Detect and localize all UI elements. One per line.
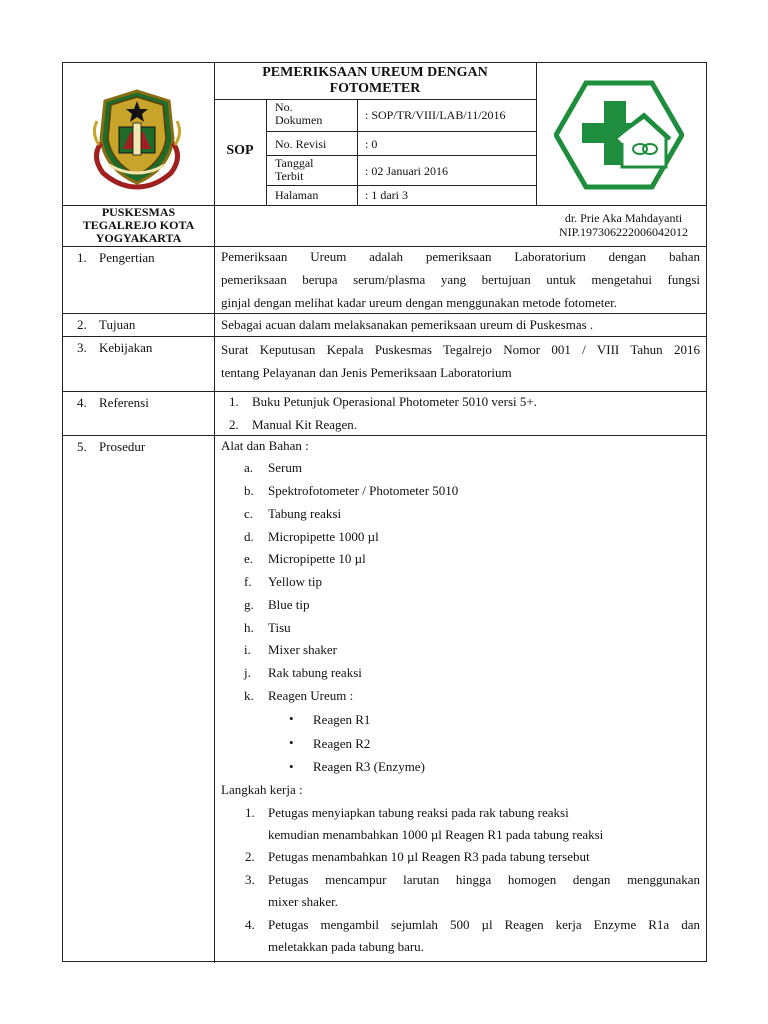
city-emblem-icon <box>89 87 185 191</box>
signer-block <box>541 211 706 239</box>
meta-label-dokumen-line2: Dokumen <box>275 113 323 127</box>
section-4-number: 4. <box>77 395 87 410</box>
alat-item-j: Rak tabung reaksi <box>268 665 362 680</box>
meta-value-revisi: : 0 <box>365 137 378 151</box>
left-column-divider <box>214 63 215 963</box>
reagen-item-3: Reagen R3 (Enzyme) <box>313 759 425 774</box>
alat-item-j-num: j. <box>244 665 251 680</box>
alat-item-c-num: c. <box>244 506 254 521</box>
langkah-3-num: 3. <box>245 872 255 887</box>
signer-nip: NIP.197306222006042012 <box>558 225 688 239</box>
referensi-item-1-num: 1. <box>229 394 239 409</box>
section-1-divider <box>63 313 706 314</box>
alat-item-h-num: h. <box>244 620 254 635</box>
puskesmas-cross-icon <box>554 79 684 191</box>
section-5-number: 5. <box>77 439 87 454</box>
bullet-icon: • <box>289 759 294 774</box>
langkah-1-line-2: kemudian menambahkan 1000 µl Reagen R1 pada tabung reaksi <box>268 827 604 842</box>
alat-item-d: Micropipette 1000 µl <box>268 529 379 544</box>
section-5-label: Prosedur <box>99 439 146 454</box>
alat-item-d-num: d. <box>244 529 254 544</box>
meta-label-divider <box>357 99 358 205</box>
referensi-item-1: Buku Petunjuk Operasional Photometer 5010 versi 5+. <box>252 394 537 409</box>
pengertian-line-2: pemeriksaan berupa serum/plasma yang bertujuan untuk mengetahui fungsi <box>221 272 700 287</box>
alat-item-e-num: e. <box>244 551 254 566</box>
langkah-4-num: 4. <box>245 917 255 932</box>
meta-row-line-1 <box>266 131 536 132</box>
kebijakan-line-2: tentang Pelayanan dan Jenis Pemeriksaan Laboratorium <box>221 365 512 380</box>
section-1-content <box>221 245 700 314</box>
langkah-2-line-1: Petugas menambahkan 10 µl Reagen R3 pada tabung tersebut <box>268 849 590 864</box>
section-3-divider <box>63 391 706 392</box>
alat-item-k: Reagen Ureum : <box>268 688 354 703</box>
section-1-label: Pengertian <box>99 250 155 265</box>
right-logo-divider <box>536 63 537 205</box>
section-2-divider <box>63 336 706 337</box>
section-3-number: 3. <box>77 340 87 355</box>
langkah-4-line-1: Petugas mengambil sejumlah 500 µl Reagen kerja Enzyme R1a dan <box>268 917 700 932</box>
section-2-label: Tujuan <box>99 317 136 332</box>
alat-item-c: Tabung reaksi <box>268 506 342 521</box>
alat-item-b-num: b. <box>244 483 254 498</box>
langkah-1-num: 1. <box>245 805 255 820</box>
langkah-2-num: 2. <box>245 849 255 864</box>
city-emblem-logo <box>89 87 185 191</box>
section-2-content: Sebagai acuan dalam melaksanakan pemeriksaan ureum di Puskesmas . <box>221 317 594 332</box>
reagen-item-1: Reagen R1 <box>313 712 371 727</box>
meta-label-halaman: Halaman <box>275 188 319 202</box>
referensi-item-2: Manual Kit Reagen. <box>252 417 358 432</box>
meta-value-halaman: : 1 dari 3 <box>365 188 408 202</box>
section-3-label: Kebijakan <box>99 340 153 355</box>
bullet-icon: • <box>289 711 294 726</box>
meta-value-tanggal: : 02 Januari 2016 <box>365 164 448 178</box>
referensi-item-2-num: 2. <box>229 417 239 432</box>
bullet-icon: • <box>289 735 294 750</box>
alat-item-i: Mixer shaker <box>268 642 337 657</box>
langkah-1-line-1: Petugas menyiapkan tabung reaksi pada rak tabung reaksi <box>268 805 569 820</box>
langkah-4-line-2: meletakkan pada tabung baru. <box>268 939 424 954</box>
langkah-3-line-2: mixer shaker. <box>268 894 339 909</box>
title-line-1: PEMERIKSAAN UREUM DENGAN <box>262 65 488 80</box>
alat-item-a: Serum <box>268 460 302 475</box>
alat-item-h: Tisu <box>268 620 291 635</box>
alat-item-f: Yellow tip <box>268 574 322 589</box>
section-2-number: 2. <box>77 317 87 332</box>
alat-item-k-num: k. <box>244 688 254 703</box>
alat-item-f-num: f. <box>244 574 252 589</box>
section-4-label: Referensi <box>99 395 149 410</box>
puskesmas-logo <box>554 79 684 191</box>
meta-row-line-3 <box>266 185 536 186</box>
title-line-2: FOTOMETER <box>329 81 421 96</box>
document-title <box>214 65 536 97</box>
kebijakan-line-1: Surat Keputusan Kepala Puskesmas Tegalrejo Nomor 001 / VIII Tahun 2016 <box>221 342 700 357</box>
organization-name <box>63 206 214 245</box>
pengertian-line-1: Pemeriksaan Ureum adalah pemeriksaan Laboratorium dengan bahan <box>221 249 700 264</box>
alat-item-i-num: i. <box>244 642 251 657</box>
sop-document <box>62 62 707 962</box>
sop-col-divider <box>266 99 267 205</box>
alat-bahan-heading: Alat dan Bahan : <box>221 438 309 453</box>
meta-label-dokumen-line1: No. <box>275 100 293 114</box>
meta-value-dokumen: : SOP/TR/VIII/LAB/11/2016 <box>365 108 506 122</box>
org-line-3: YOGYAKARTA <box>95 231 182 245</box>
org-line-1: PUSKESMAS <box>101 205 176 219</box>
meta-label-revisi: No. Revisi <box>275 137 327 151</box>
title-bottom-line <box>214 99 536 100</box>
meta-label-tanggal <box>275 157 355 183</box>
langkah-3-line-1: Petugas mencampur larutan hingga homogen dengan menggunakan <box>268 872 700 887</box>
langkah-kerja-heading: Langkah kerja : <box>221 782 303 797</box>
alat-item-b: Spektrofotometer / Photometer 5010 <box>268 483 459 498</box>
meta-label-dokumen <box>275 101 355 127</box>
section-4-divider <box>63 435 706 436</box>
meta-label-tanggal-line1: Tanggal <box>275 156 314 170</box>
alat-item-g-num: g. <box>244 597 254 612</box>
meta-label-tanggal-line2: Terbit <box>275 169 304 183</box>
reagen-item-2: Reagen R2 <box>313 736 371 751</box>
signer-name: dr. Prie Aka Mahdayanti <box>564 211 683 225</box>
section-3-content <box>221 338 700 384</box>
alat-item-a-num: a. <box>244 460 254 475</box>
org-line-2: TEGALREJO KOTA <box>82 218 195 232</box>
pengertian-line-3: ginjal dengan melihat kadar ureum dengan menggunakan metode fotometer. <box>221 295 618 310</box>
sop-label: SOP <box>226 143 254 158</box>
alat-item-e: Micropipette 10 µl <box>268 551 366 566</box>
section-1-number: 1. <box>77 250 87 265</box>
alat-item-g: Blue tip <box>268 597 310 612</box>
